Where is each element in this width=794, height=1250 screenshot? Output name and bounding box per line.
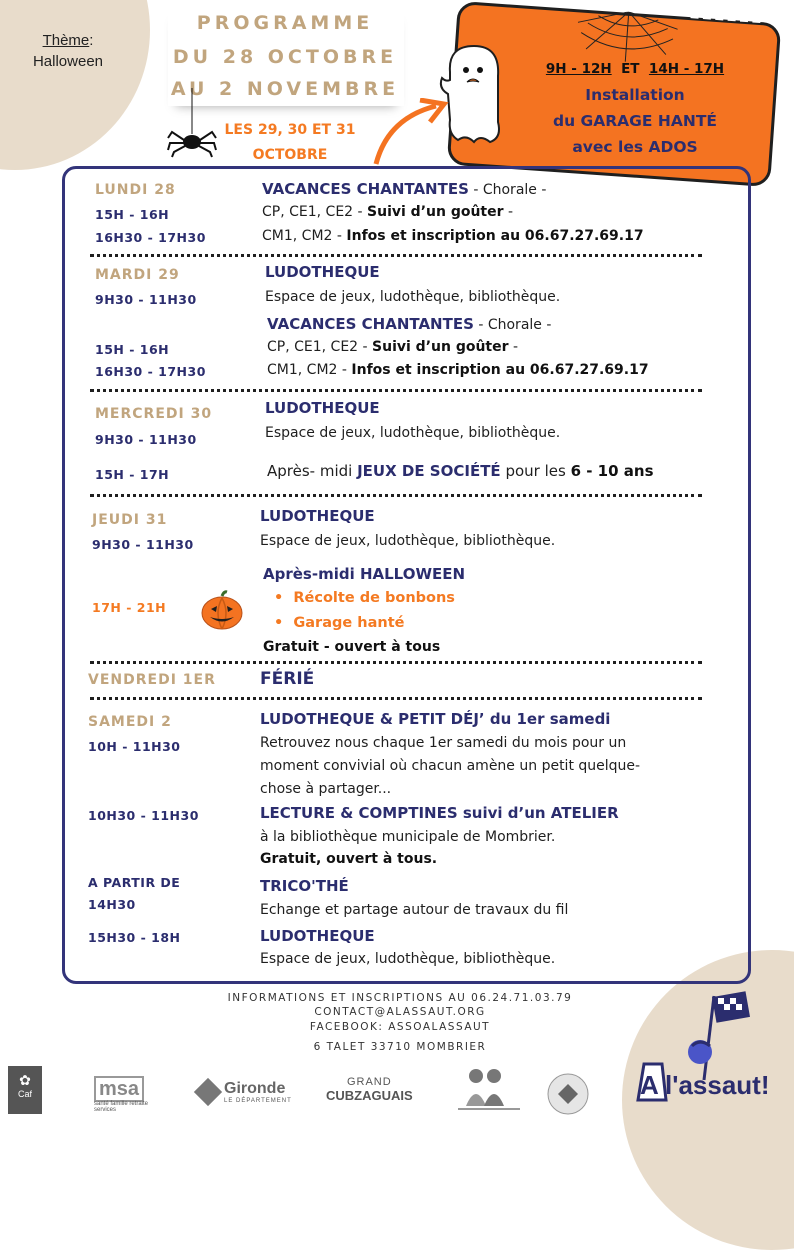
dates-line2: OCTOBRE [252, 147, 328, 163]
event-lundi-line3: CM1, CM2 - Infos et inscription au 06.67.27.69.17 [262, 228, 644, 244]
footer-email[interactable]: CONTACT@ALASSAUT.ORG [314, 1006, 486, 1018]
time-jeudi-2: 17H - 21H [92, 600, 167, 615]
time-mercredi-1: 9H30 - 11H30 [95, 432, 197, 447]
jeudi-item-2: • Garage hanté [274, 615, 405, 631]
separator [90, 254, 702, 257]
programme-title-line2: DU 28 OCTOBRE [172, 46, 398, 68]
time-jeudi-1: 9H30 - 11H30 [92, 537, 194, 552]
day-lundi: LUNDI 28 [95, 182, 176, 198]
time-samedi-4: 15H30 - 18H [88, 930, 181, 945]
gironde-logo: Gironde LE DÉPARTEMENT [198, 1080, 292, 1104]
event-mercredi-desc1: Espace de jeux, ludothèque, bibliothèque. [265, 425, 561, 441]
event-samedi-desc1b: moment convivial où chacun amène un petit quelque- [260, 758, 641, 774]
separator [90, 389, 702, 392]
garage-hours: 9H - 12H ET 14H - 17H [545, 61, 725, 77]
event-jeudi-free: Gratuit - ouvert à tous [263, 639, 441, 655]
svg-text:A l'assaut!: A l'assaut! [640, 1070, 770, 1100]
theme-value: Halloween [32, 53, 104, 70]
separator [90, 494, 702, 497]
day-mardi: MARDI 29 [95, 267, 180, 283]
day-jeudi: JEUDI 31 [92, 512, 168, 528]
footer-address: 6 TALET 33710 MOMBRIER [313, 1041, 487, 1053]
event-mercredi-title1: LUDOTHEQUE [265, 399, 380, 417]
event-samedi-desc3: Echange et partage autour de travaux du fil [260, 902, 569, 918]
event-samedi-title1: LUDOTHEQUE & PETIT DÉJ’ du 1er samedi [260, 710, 611, 728]
event-jeudi-desc1: Espace de jeux, ludothèque, bibliothèque. [260, 533, 556, 549]
event-samedi-desc4: Espace de jeux, ludothèque, bibliothèque. [260, 951, 556, 967]
day-mercredi: MERCREDI 30 [95, 406, 213, 422]
event-lundi-line2: CP, CE1, CE2 - Suivi d’un goûter - [262, 204, 514, 220]
event-lundi-title: VACANCES CHANTANTES - Chorale - [262, 180, 547, 198]
day-vendredi: VENDREDI 1ER [88, 672, 216, 688]
garage-line1: Installation [585, 86, 685, 104]
event-mercredi-line: Après- midi JEUX DE SOCIÉTÉ pour les 6 - 10 ans [267, 462, 654, 480]
event-samedi-title2: LECTURE & COMPTINES suivi d’un ATELIER [260, 804, 619, 822]
event-samedi-title4: LUDOTHEQUE [260, 927, 375, 945]
theme-label: Thème [42, 32, 90, 49]
footer-facebook[interactable]: FACEBOOK: ASSOALASSAUT [309, 1021, 491, 1033]
time-samedi-3b: 14H30 [88, 897, 136, 912]
ecole-logo [540, 1066, 596, 1118]
time-mardi-2: 15H - 16H [95, 342, 170, 357]
a-lassaut-logo [632, 990, 782, 1110]
footer-info: INFORMATIONS ET INSCRIPTIONS AU 06.24.71.03.79 [227, 992, 573, 1004]
time-samedi-2: 10H30 - 11H30 [88, 808, 199, 823]
pumpkin-icon [200, 590, 244, 632]
theme-block: Thème: Halloween [18, 30, 118, 72]
msa-logo: msa santé famille retraite services [94, 1078, 149, 1113]
dates-line1: LES 29, 30 ET 31 [224, 122, 356, 138]
separator [90, 661, 702, 664]
corner-decoration-top-left [0, 0, 150, 170]
event-jeudi-title2: Après-midi HALLOWEEN [263, 565, 466, 583]
event-samedi-desc1a: Retrouvez nous chaque 1er samedi du mois pour un [260, 735, 627, 751]
spider-icon [166, 88, 218, 158]
time-samedi-1: 10H - 11H30 [88, 739, 181, 754]
event-mardi-line2: CP, CE1, CE2 - Suivi d’un goûter - [267, 339, 519, 355]
event-vendredi-title: FÉRIÉ [260, 669, 315, 689]
event-mardi-desc1: Espace de jeux, ludothèque, bibliothèque. [265, 289, 561, 305]
grand-cubzaguais-logo: GRAND CUBZAGUAIS [326, 1076, 413, 1103]
separator [90, 697, 702, 700]
event-samedi-desc1c: chose à partager... [260, 781, 392, 797]
jeudi-item-1: • Récolte de bonbons [274, 590, 455, 606]
event-samedi-desc2a: à la bibliothèque municipale de Mombrier. [260, 829, 556, 845]
event-mardi-title2: VACANCES CHANTANTES - Chorale - [267, 315, 552, 333]
event-mardi-line3: CM1, CM2 - Infos et inscription au 06.67.27.69.17 [267, 362, 649, 378]
event-samedi-desc2b: Gratuit, ouvert à tous. [260, 851, 438, 867]
time-mercredi-2: 15H - 17H [95, 467, 170, 482]
time-mardi-1: 9H30 - 11H30 [95, 292, 197, 307]
time-lundi-2: 16H30 - 17H30 [95, 230, 206, 245]
event-mardi-title1: LUDOTHEQUE [265, 263, 380, 281]
garage-line2: du GARAGE HANTÉ [553, 112, 717, 130]
day-samedi: SAMEDI 2 [88, 714, 172, 730]
event-samedi-title3: TRICO'THÉ [260, 877, 349, 895]
garage-line3: avec les ADOS [572, 138, 698, 156]
reaap-logo [452, 1064, 526, 1116]
time-mardi-3: 16H30 - 17H30 [95, 364, 206, 379]
event-jeudi-title1: LUDOTHEQUE [260, 507, 375, 525]
caf-logo: ✿ Caf [8, 1066, 42, 1114]
arrow-icon [372, 98, 452, 168]
programme-title-line1: PROGRAMME [196, 12, 374, 34]
programme-title-line3: AU 2 NOVEMBRE [170, 78, 400, 100]
time-samedi-3a: A PARTIR DE [88, 875, 181, 890]
time-lundi-1: 15H - 16H [95, 207, 170, 222]
